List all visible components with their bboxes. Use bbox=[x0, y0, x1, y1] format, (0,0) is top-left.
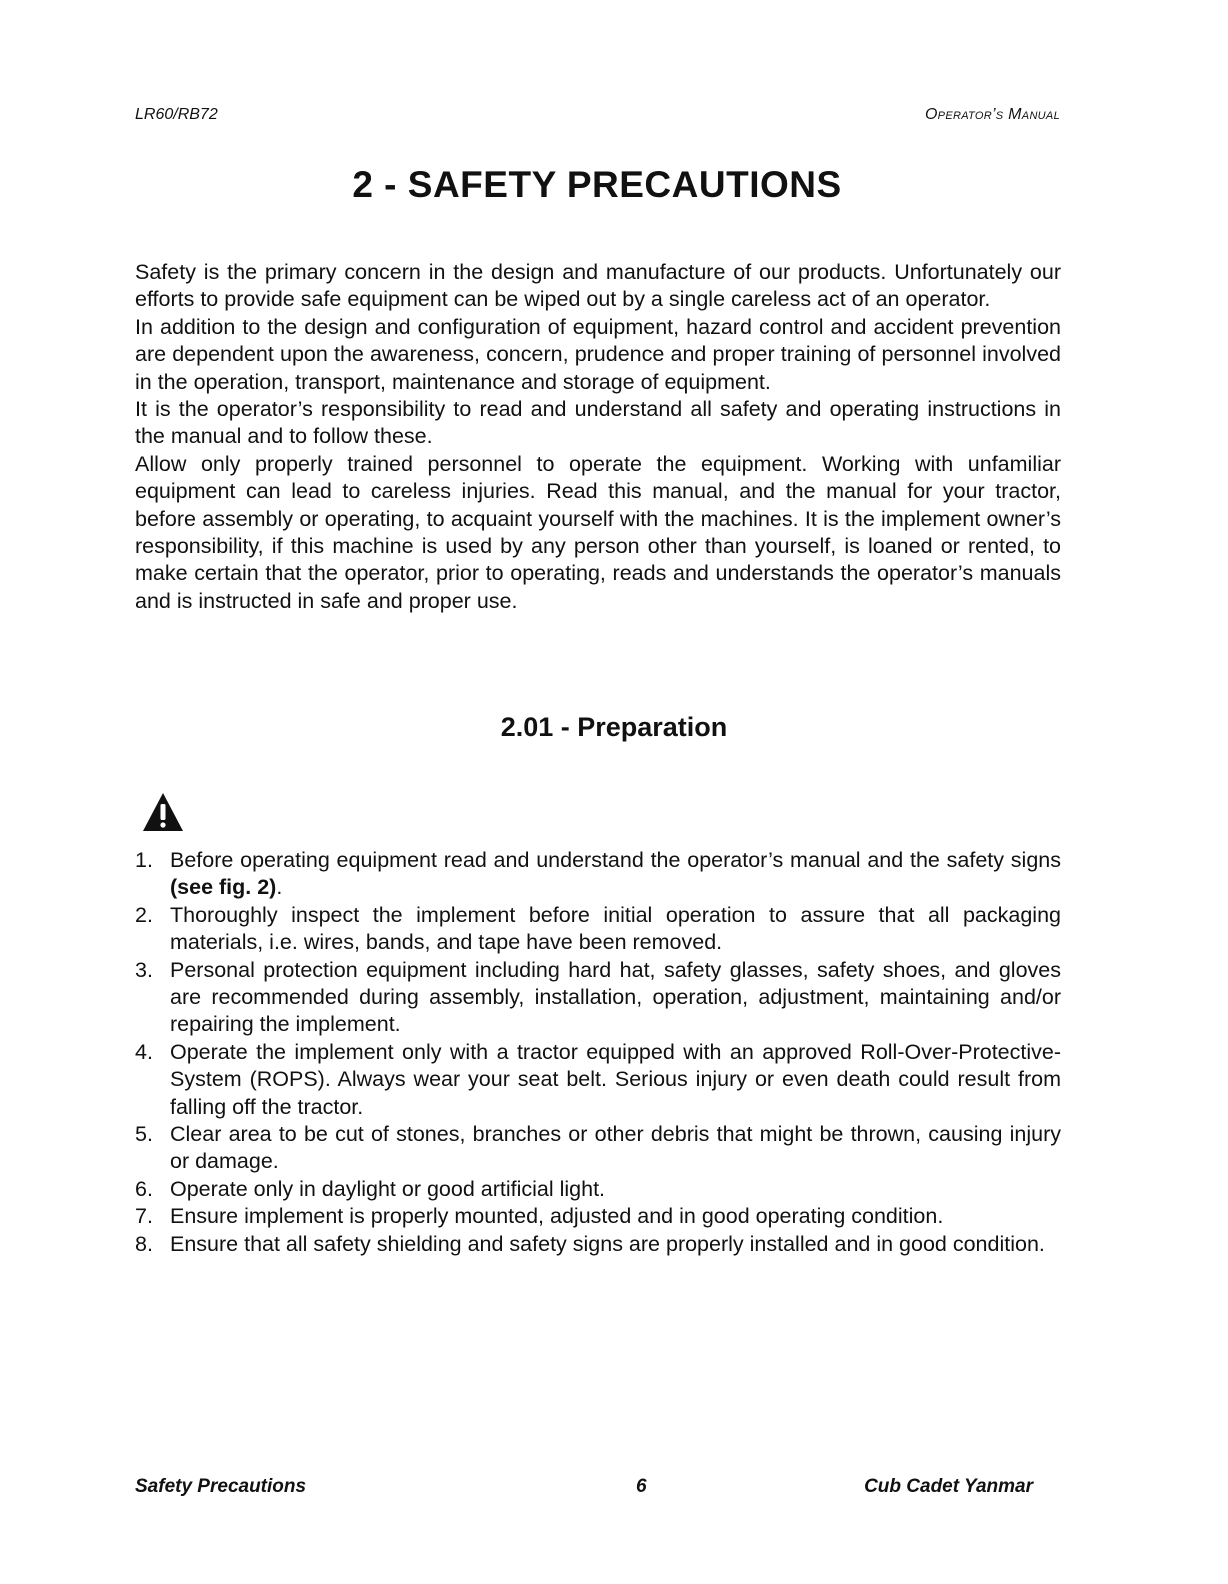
list-number: 5. bbox=[135, 1122, 153, 1147]
list-number: 7. bbox=[135, 1204, 153, 1229]
list-item bbox=[135, 957, 1061, 1039]
page-title: 2 - SAFETY PRECAUTIONS bbox=[352, 164, 842, 205]
list-item bbox=[135, 1231, 1061, 1258]
list-item bbox=[135, 1203, 1061, 1230]
list-text-tail: . bbox=[276, 875, 283, 900]
intro-paragraph: It is the operator’s responsibility to read and understand all safety and operating instructions in the manual and to follow these. bbox=[135, 397, 1061, 449]
list-text: Thoroughly inspect the implement before initial operation to assure that all packaging materials, i.e. wires, bands, and tape have been removed. bbox=[170, 902, 1061, 955]
list-item bbox=[135, 1039, 1061, 1121]
intro-paragraph: Allow only properly trained personnel to operate the equipment. Working with unfamiliar equipment can lead to careless injuries. Read this manual, and the manual for your tractor, before assembly or operating, to acquaint yourself with the machines. It is the implement owner’s responsibility, if this machine is used by any person other than yourself, is loaned or rented, to make certain that the operator, prior to operating, reads and understands the operator’s manuals and is instructed in safe and proper use. bbox=[135, 451, 1061, 613]
intro-paragraph: In addition to the design and configuration of equipment, hazard control and accident prevention are dependent upon the awareness, concern, prudence and proper training of personnel involved in the operation, transport, maintenance and storage of equipment. bbox=[135, 314, 1061, 394]
list-text: Before operating equipment read and understand the operator’s manual and the safety signs bbox=[170, 848, 1061, 872]
header-model: LR60/RB72 bbox=[135, 106, 218, 123]
list-text: Ensure that all safety shielding and safety signs are properly installed and in good condition. bbox=[170, 1231, 1045, 1256]
list-number: 1. bbox=[135, 848, 153, 872]
header-manual-title: Operator’s Manual bbox=[924, 106, 1060, 123]
list-item bbox=[135, 1176, 1061, 1203]
warning-triangle-icon bbox=[141, 790, 185, 834]
preparation-list bbox=[135, 847, 1061, 1258]
list-number: 4. bbox=[135, 1039, 153, 1064]
list-item bbox=[135, 847, 1061, 902]
footer-page-number: 6 bbox=[636, 1476, 647, 1497]
list-text: Personal protection equipment including hard hat, safety glasses, safety shoes, and gloves are recommended during assembly, installation, operation, adjustment, maintaining and/or repairing the implement. bbox=[170, 957, 1061, 1037]
list-number: 6. bbox=[135, 1176, 153, 1201]
list-item bbox=[135, 902, 1061, 957]
list-text: Operate only in daylight or good artificial light. bbox=[170, 1176, 606, 1201]
section-heading: 2.01 - Preparation bbox=[500, 712, 728, 742]
list-item bbox=[135, 1121, 1061, 1176]
footer-brand: Cub Cadet Yanmar bbox=[864, 1476, 1033, 1497]
list-number: 3. bbox=[135, 957, 153, 982]
list-text: Ensure implement is properly mounted, adjusted and in good operating condition. bbox=[170, 1204, 944, 1229]
figure-reference: (see fig. 2) bbox=[170, 875, 277, 900]
intro-paragraph: Safety is the primary concern in the design and manufacture of our products. Unfortunately our efforts to provide safe equipment can be wiped out by a single careless act of an operator. bbox=[135, 260, 1061, 312]
list-number: 8. bbox=[135, 1231, 153, 1256]
footer-section-name: Safety Precautions bbox=[135, 1476, 307, 1497]
intro-text bbox=[135, 259, 1061, 615]
list-number: 2. bbox=[135, 902, 153, 927]
list-text: Clear area to be cut of stones, branches or other debris that might be thrown, causing injury or damage. bbox=[170, 1122, 1061, 1174]
list-text: Operate the implement only with a tractor equipped with an approved Roll-Over-Protective-System (ROPS). Always wear your seat belt. Serious injury or even death could result from falling off the tractor. bbox=[170, 1039, 1061, 1119]
